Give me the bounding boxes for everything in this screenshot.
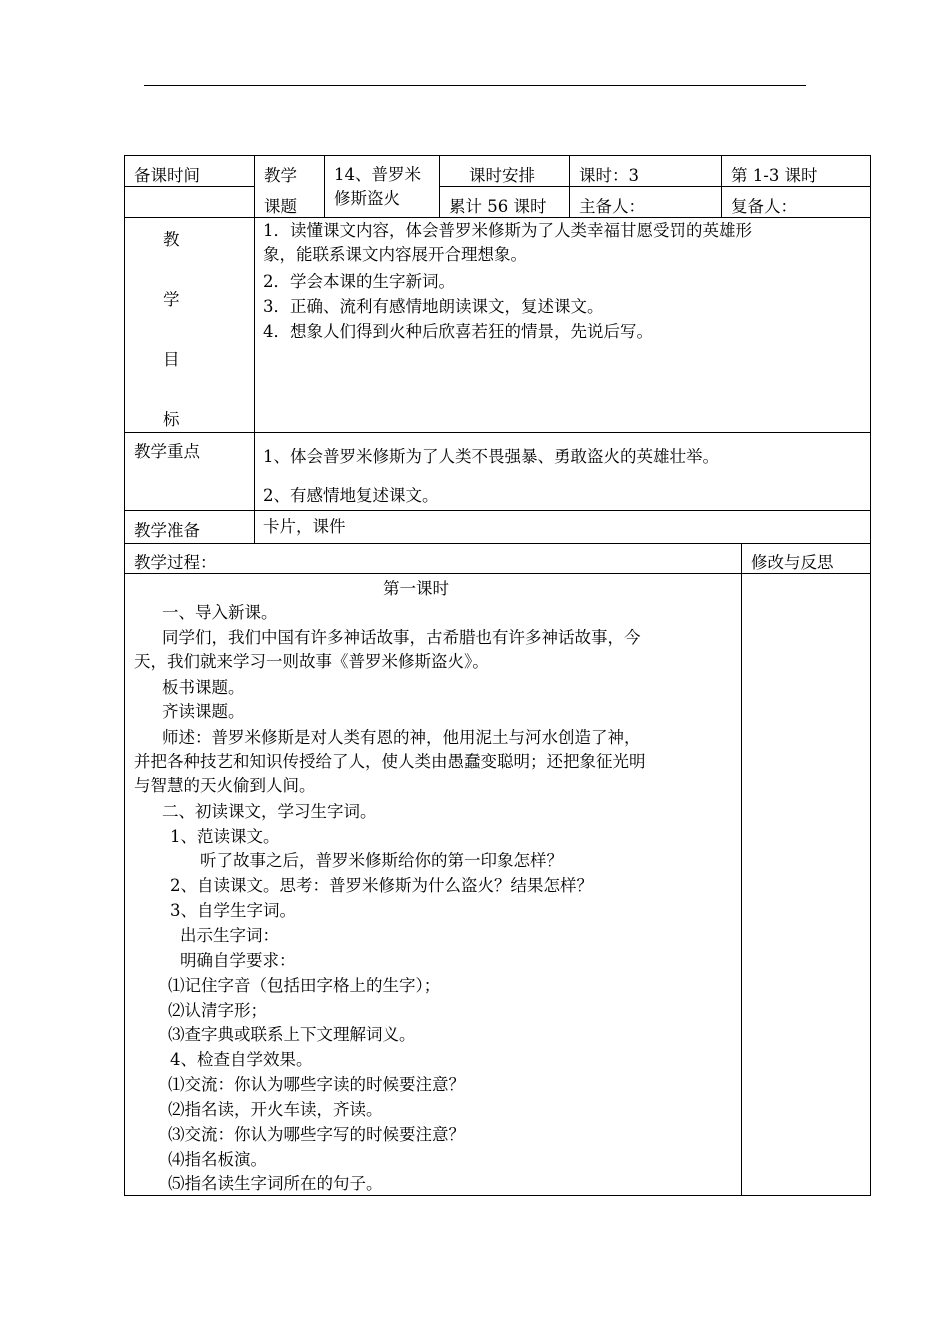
main-preparer-label: 主备人： — [579, 197, 645, 216]
col-divider — [569, 155, 570, 217]
process-line: 并把各种技艺和知识传授给了人，使人类由愚蠢变聪明；还把象征光明 — [134, 752, 646, 771]
process-line: ⑵认清字形； — [168, 1001, 267, 1020]
objectives-label-char: 学 — [163, 290, 180, 309]
process-line: 齐读课题。 — [162, 702, 245, 721]
objective-line: 2．学会本课的生字新词。 — [263, 272, 455, 291]
process-line: 二、初读课文，学习生字词。 — [162, 802, 377, 821]
col-divider — [721, 155, 722, 217]
cumulative-hours: 累计 56 课时 — [449, 197, 547, 216]
topic-value-line1: 14、普罗米 — [334, 165, 421, 184]
process-label: 教学过程： — [134, 553, 217, 572]
row-divider — [439, 186, 871, 187]
row-divider — [124, 510, 871, 511]
col-divider — [254, 155, 255, 543]
row-divider — [124, 573, 871, 574]
process-line: 明确自学要求： — [180, 951, 296, 970]
process-line: 1、范读课文。 — [170, 827, 280, 846]
row-divider — [124, 543, 871, 544]
table-border-top — [124, 155, 871, 156]
preparation-label: 教学准备 — [134, 521, 200, 540]
row-divider — [124, 186, 254, 187]
row-divider — [124, 217, 871, 218]
objective-line: 1．读懂课文内容，体会普罗米修斯为了人类幸福甘愿受罚的英雄形 — [263, 221, 752, 240]
topic-value-line2: 修斯盗火 — [334, 189, 400, 208]
row-divider — [124, 432, 871, 433]
objective-line: 4．想象人们得到火种后欣喜若狂的情景，先说后写。 — [263, 322, 653, 341]
process-line: ⑴交流：你认为哪些字读的时候要注意？ — [168, 1075, 465, 1094]
key-points-label: 教学重点 — [134, 442, 200, 461]
schedule-label: 课时安排 — [469, 166, 535, 185]
process-line: ⑵指名读，开火车读，齐读。 — [168, 1100, 383, 1119]
objectives-label-char: 目 — [163, 350, 180, 369]
objectives-label-char: 教 — [163, 230, 180, 249]
objective-line: 3．正确、流利有感情地朗读课文，复述课文。 — [263, 297, 604, 316]
key-point-line: 1、体会普罗米修斯为了人类不畏强暴、勇敢盗火的英雄壮举。 — [263, 447, 719, 466]
process-line: 师述：普罗米修斯是对人类有恩的神，他用泥土与河水创造了神， — [162, 728, 641, 747]
topic-label-line2: 课题 — [264, 197, 297, 216]
objective-line: 象，能联系课文内容展开合理想象。 — [263, 245, 527, 264]
process-line: 4、检查自学效果。 — [170, 1050, 313, 1069]
table-border-left — [124, 155, 125, 1195]
prep-time-label: 备课时间 — [134, 166, 200, 185]
process-line: ⑷指名板演。 — [168, 1150, 267, 1169]
co-preparer-label: 复备人： — [731, 197, 797, 216]
lesson-hours: 课时：3 — [579, 166, 639, 185]
process-line: 天，我们就来学习一则故事《普罗米修斯盗火》。 — [134, 652, 489, 671]
process-line: ⑶查字典或联系上下文理解词义。 — [168, 1025, 416, 1044]
process-line: ⑸指名读生字词所在的句子。 — [168, 1174, 383, 1193]
col-divider — [741, 543, 742, 1195]
process-line: ⑶交流：你认为哪些字写的时候要注意？ — [168, 1125, 465, 1144]
process-line: ⑴记住字音（包括田字格上的生字）； — [168, 976, 441, 995]
process-line: 板书课题。 — [162, 678, 245, 697]
process-line: 3、自学生字词。 — [170, 901, 296, 920]
process-line: 与智慧的天火偷到人间。 — [134, 776, 316, 795]
col-divider — [439, 155, 440, 217]
objectives-label-char: 标 — [163, 410, 180, 429]
preparation-value: 卡片，课件 — [263, 517, 346, 536]
session-range: 第 1-3 课时 — [731, 166, 818, 185]
process-line: 一、导入新课。 — [162, 603, 278, 622]
process-line: 听了故事之后，普罗米修斯给你的第一印象怎样？ — [200, 851, 563, 870]
lesson-title: 第一课时 — [383, 579, 449, 598]
header-rule — [144, 85, 806, 86]
process-line: 同学们，我们中国有许多神话故事，古希腊也有许多神话故事，今 — [162, 628, 641, 647]
process-line: 出示生字词： — [180, 926, 279, 945]
key-point-line: 2、有感情地复述课文。 — [263, 486, 439, 505]
reflection-label: 修改与反思 — [751, 553, 834, 572]
topic-label-line1: 教学 — [264, 166, 297, 185]
table-border-right — [870, 155, 871, 1195]
process-line: 2、自读课文。思考：普罗米修斯为什么盗火？结果怎样？ — [170, 876, 593, 895]
col-divider — [324, 155, 325, 217]
